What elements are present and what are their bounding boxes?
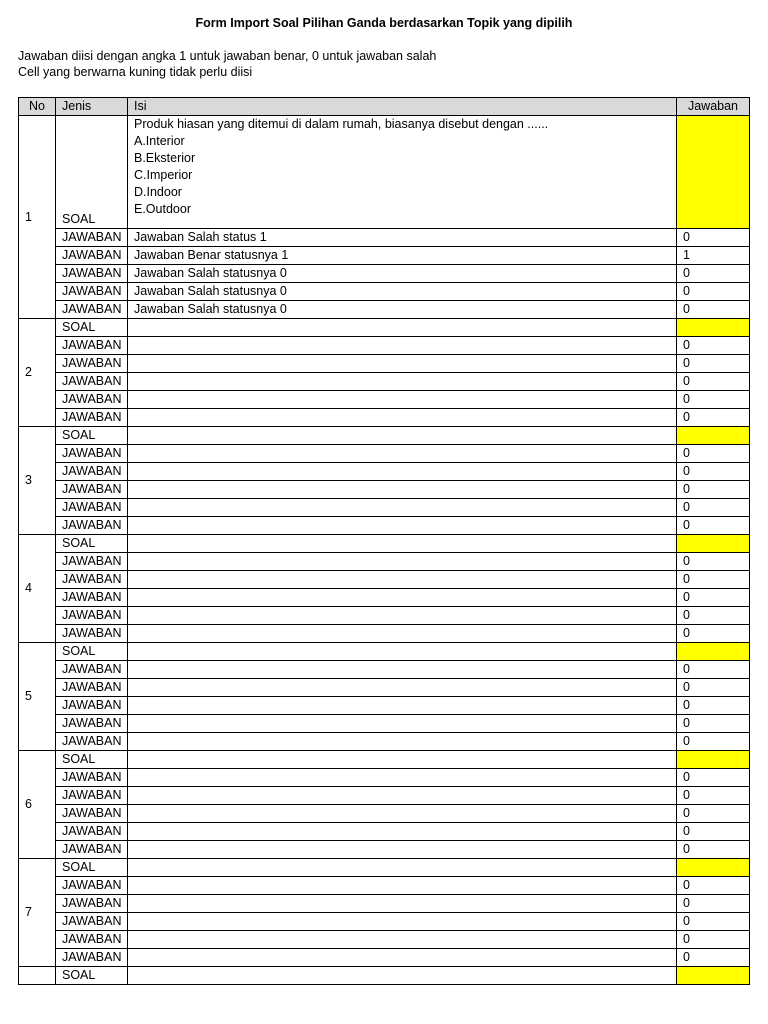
jawaban-row — [19, 553, 750, 571]
jenis-cell[interactable]: SOAL — [56, 319, 128, 337]
question-number: 1 — [19, 116, 56, 319]
jawaban-row — [19, 373, 750, 391]
jawaban-cell[interactable]: 0 — [677, 841, 750, 859]
isi-cell[interactable] — [128, 116, 677, 229]
jawaban-cell[interactable]: 0 — [677, 301, 750, 319]
jenis-cell[interactable]: JAWABAN — [56, 661, 128, 679]
isi-cell[interactable] — [128, 967, 677, 985]
soal-row — [19, 319, 750, 337]
jenis-cell[interactable]: JAWABAN — [56, 481, 128, 499]
jawaban-cell[interactable]: 0 — [677, 499, 750, 517]
jawaban-cell[interactable]: 0 — [677, 769, 750, 787]
jawaban-cell[interactable]: 0 — [677, 931, 750, 949]
jenis-cell[interactable]: JAWABAN — [56, 823, 128, 841]
jenis-cell[interactable]: JAWABAN — [56, 373, 128, 391]
jenis-cell[interactable]: JAWABAN — [56, 769, 128, 787]
option-text: C.Imperior — [134, 168, 193, 182]
jenis-cell[interactable]: SOAL — [56, 116, 128, 229]
jawaban-cell[interactable]: 0 — [677, 913, 750, 931]
header-isi: Isi — [128, 98, 677, 116]
isi-cell[interactable] — [128, 589, 677, 607]
jenis-cell[interactable]: JAWABAN — [56, 949, 128, 967]
jawaban-row — [19, 391, 750, 409]
isi-cell[interactable] — [128, 607, 677, 625]
form-title: Form Import Soal Pilihan Ganda berdasarkan Topik yang dipilih — [195, 16, 573, 30]
jawaban-row — [19, 445, 750, 463]
isi-cell[interactable]: Jawaban Benar statusnya 1 — [128, 247, 677, 265]
jenis-cell[interactable]: JAWABAN — [56, 877, 128, 895]
jenis-cell[interactable]: JAWABAN — [56, 625, 128, 643]
header-no: No — [19, 98, 56, 116]
isi-cell[interactable] — [128, 571, 677, 589]
jawaban-row — [19, 661, 750, 679]
soal-row — [19, 427, 750, 445]
jawaban-cell-disabled — [677, 751, 750, 769]
jawaban-cell[interactable]: 0 — [677, 823, 750, 841]
isi-cell[interactable] — [128, 913, 677, 931]
isi-cell[interactable] — [128, 931, 677, 949]
jawaban-row — [19, 607, 750, 625]
jawaban-cell-disabled — [677, 427, 750, 445]
jawaban-row — [19, 247, 750, 265]
jenis-cell[interactable]: JAWABAN — [56, 247, 128, 265]
isi-cell[interactable] — [128, 769, 677, 787]
isi-cell[interactable] — [128, 445, 677, 463]
jawaban-cell[interactable]: 0 — [677, 373, 750, 391]
jenis-cell[interactable]: SOAL — [56, 859, 128, 877]
jawaban-row — [19, 787, 750, 805]
jenis-cell[interactable]: JAWABAN — [56, 931, 128, 949]
jawaban-cell[interactable]: 0 — [677, 445, 750, 463]
isi-cell[interactable] — [128, 949, 677, 967]
jawaban-cell[interactable]: 0 — [677, 697, 750, 715]
isi-cell[interactable] — [128, 733, 677, 751]
isi-cell[interactable] — [128, 805, 677, 823]
jawaban-cell[interactable]: 0 — [677, 661, 750, 679]
question-number — [19, 967, 56, 985]
jenis-cell[interactable]: JAWABAN — [56, 409, 128, 427]
jawaban-cell[interactable]: 0 — [677, 229, 750, 247]
jawaban-cell[interactable]: 0 — [677, 571, 750, 589]
isi-cell[interactable] — [128, 517, 677, 535]
jawaban-row — [19, 301, 750, 319]
jenis-cell[interactable]: SOAL — [56, 427, 128, 445]
jawaban-cell-disabled — [677, 535, 750, 553]
option-text: D.Indoor — [134, 185, 182, 199]
jenis-cell[interactable]: JAWABAN — [56, 553, 128, 571]
jawaban-row — [19, 913, 750, 931]
isi-cell[interactable] — [128, 787, 677, 805]
jawaban-cell[interactable]: 0 — [677, 625, 750, 643]
isi-cell[interactable] — [128, 751, 677, 769]
jawaban-row — [19, 517, 750, 535]
jawaban-row — [19, 733, 750, 751]
jawaban-cell[interactable]: 0 — [677, 391, 750, 409]
instruction-line: Cell yang berwarna kuning tidak perlu diisi — [18, 65, 253, 79]
jenis-cell[interactable]: JAWABAN — [56, 805, 128, 823]
isi-cell[interactable] — [128, 427, 677, 445]
jawaban-cell-disabled — [677, 116, 750, 229]
jawaban-cell[interactable]: 0 — [677, 607, 750, 625]
isi-cell[interactable] — [128, 499, 677, 517]
isi-cell[interactable] — [128, 553, 677, 571]
jawaban-row — [19, 409, 750, 427]
jawaban-row — [19, 679, 750, 697]
jenis-cell[interactable]: JAWABAN — [56, 913, 128, 931]
jawaban-cell[interactable]: 0 — [677, 733, 750, 751]
jenis-cell[interactable]: JAWABAN — [56, 895, 128, 913]
jawaban-cell-disabled — [677, 643, 750, 661]
jenis-cell[interactable]: SOAL — [56, 643, 128, 661]
isi-cell[interactable] — [128, 841, 677, 859]
isi-cell[interactable] — [128, 409, 677, 427]
soal-row — [19, 751, 750, 769]
jawaban-cell[interactable]: 0 — [677, 283, 750, 301]
jawaban-row — [19, 841, 750, 859]
isi-cell[interactable] — [128, 535, 677, 553]
isi-cell[interactable]: Jawaban Salah statusnya 0 — [128, 283, 677, 301]
isi-cell[interactable] — [128, 391, 677, 409]
jawaban-cell[interactable]: 0 — [677, 805, 750, 823]
isi-cell[interactable] — [128, 337, 677, 355]
jawaban-row — [19, 931, 750, 949]
header-jawaban: Jawaban — [677, 98, 750, 116]
jawaban-row — [19, 571, 750, 589]
jawaban-cell[interactable]: 0 — [677, 895, 750, 913]
isi-cell[interactable] — [128, 373, 677, 391]
isi-cell[interactable]: Jawaban Salah statusnya 0 — [128, 301, 677, 319]
jenis-cell[interactable]: JAWABAN — [56, 355, 128, 373]
soal-row — [19, 859, 750, 877]
table-body — [19, 116, 750, 985]
option-text: A.Interior — [134, 134, 185, 148]
isi-cell[interactable] — [128, 697, 677, 715]
jawaban-cell[interactable]: 0 — [677, 679, 750, 697]
jawaban-row — [19, 805, 750, 823]
soal-row — [19, 116, 750, 229]
jawaban-row — [19, 823, 750, 841]
jenis-cell[interactable]: JAWABAN — [56, 607, 128, 625]
jawaban-row — [19, 481, 750, 499]
jawaban-cell[interactable]: 0 — [677, 877, 750, 895]
isi-cell[interactable] — [128, 661, 677, 679]
isi-cell[interactable] — [128, 463, 677, 481]
jawaban-cell[interactable]: 0 — [677, 355, 750, 373]
jawaban-cell-disabled — [677, 967, 750, 985]
jawaban-row — [19, 229, 750, 247]
jenis-cell[interactable]: JAWABAN — [56, 499, 128, 517]
jawaban-row — [19, 463, 750, 481]
question-number: 4 — [19, 535, 56, 643]
jenis-cell[interactable]: JAWABAN — [56, 571, 128, 589]
option-text: B.Eksterior — [134, 151, 196, 165]
soal-row — [19, 967, 750, 985]
jawaban-cell[interactable]: 0 — [677, 553, 750, 571]
jawaban-cell[interactable]: 0 — [677, 409, 750, 427]
jenis-cell[interactable]: JAWABAN — [56, 697, 128, 715]
isi-cell[interactable] — [128, 895, 677, 913]
jenis-cell[interactable]: JAWABAN — [56, 679, 128, 697]
isi-cell[interactable] — [128, 481, 677, 499]
question-number: 5 — [19, 643, 56, 751]
option-text: E.Outdoor — [134, 202, 191, 216]
jenis-cell[interactable]: JAWABAN — [56, 301, 128, 319]
jenis-cell[interactable]: JAWABAN — [56, 283, 128, 301]
table-header-row — [19, 98, 750, 116]
jawaban-cell[interactable]: 0 — [677, 589, 750, 607]
jawaban-row — [19, 697, 750, 715]
jawaban-row — [19, 877, 750, 895]
jawaban-cell-disabled — [677, 859, 750, 877]
jawaban-row — [19, 355, 750, 373]
jenis-cell[interactable]: JAWABAN — [56, 787, 128, 805]
jenis-cell[interactable]: JAWABAN — [56, 337, 128, 355]
isi-cell[interactable] — [128, 823, 677, 841]
isi-cell[interactable] — [128, 355, 677, 373]
isi-cell[interactable] — [128, 679, 677, 697]
jawaban-row — [19, 949, 750, 967]
jawaban-cell[interactable]: 0 — [677, 787, 750, 805]
question-number: 7 — [19, 859, 56, 967]
jenis-cell[interactable]: JAWABAN — [56, 715, 128, 733]
isi-cell[interactable]: Jawaban Salah status 1 — [128, 229, 677, 247]
jawaban-row — [19, 265, 750, 283]
soal-row — [19, 535, 750, 553]
jenis-cell[interactable]: JAWABAN — [56, 733, 128, 751]
jawaban-cell[interactable]: 0 — [677, 715, 750, 733]
isi-cell[interactable] — [128, 859, 677, 877]
jenis-cell[interactable]: SOAL — [56, 967, 128, 985]
isi-cell[interactable]: Jawaban Salah statusnya 0 — [128, 265, 677, 283]
jawaban-row — [19, 895, 750, 913]
jawaban-cell[interactable]: 0 — [677, 949, 750, 967]
jenis-cell[interactable]: JAWABAN — [56, 463, 128, 481]
isi-cell[interactable] — [128, 319, 677, 337]
jenis-cell[interactable]: SOAL — [56, 535, 128, 553]
jawaban-cell[interactable]: 1 — [677, 247, 750, 265]
header-jenis: Jenis — [56, 98, 128, 116]
isi-cell[interactable] — [128, 625, 677, 643]
jawaban-row — [19, 769, 750, 787]
jenis-cell[interactable]: JAWABAN — [56, 445, 128, 463]
jawaban-row — [19, 715, 750, 733]
isi-cell[interactable] — [128, 877, 677, 895]
question-text: Produk hiasan yang ditemui di dalam rumah, biasanya disebut dengan ...... — [134, 117, 549, 131]
jawaban-row — [19, 337, 750, 355]
jenis-cell[interactable]: JAWABAN — [56, 265, 128, 283]
jawaban-row — [19, 625, 750, 643]
question-number: 6 — [19, 751, 56, 859]
jenis-cell[interactable]: JAWABAN — [56, 841, 128, 859]
question-table — [18, 97, 750, 985]
jawaban-cell[interactable]: 0 — [677, 517, 750, 535]
question-number: 3 — [19, 427, 56, 535]
jenis-cell[interactable]: JAWABAN — [56, 391, 128, 409]
jawaban-row — [19, 283, 750, 301]
jawaban-cell[interactable]: 0 — [677, 463, 750, 481]
jenis-cell[interactable]: JAWABAN — [56, 229, 128, 247]
jawaban-cell[interactable]: 0 — [677, 481, 750, 499]
jenis-cell[interactable]: JAWABAN — [56, 589, 128, 607]
isi-cell[interactable] — [128, 715, 677, 733]
jenis-cell[interactable]: SOAL — [56, 751, 128, 769]
jawaban-cell[interactable]: 0 — [677, 337, 750, 355]
instructions — [18, 48, 436, 80]
jawaban-cell-disabled — [677, 319, 750, 337]
question-number: 2 — [19, 319, 56, 427]
jawaban-row — [19, 589, 750, 607]
jawaban-cell[interactable]: 0 — [677, 265, 750, 283]
jawaban-row — [19, 499, 750, 517]
isi-cell[interactable] — [128, 643, 677, 661]
jenis-cell[interactable]: JAWABAN — [56, 517, 128, 535]
instruction-line: Jawaban diisi dengan angka 1 untuk jawaban benar, 0 untuk jawaban salah — [18, 49, 437, 63]
soal-row — [19, 643, 750, 661]
